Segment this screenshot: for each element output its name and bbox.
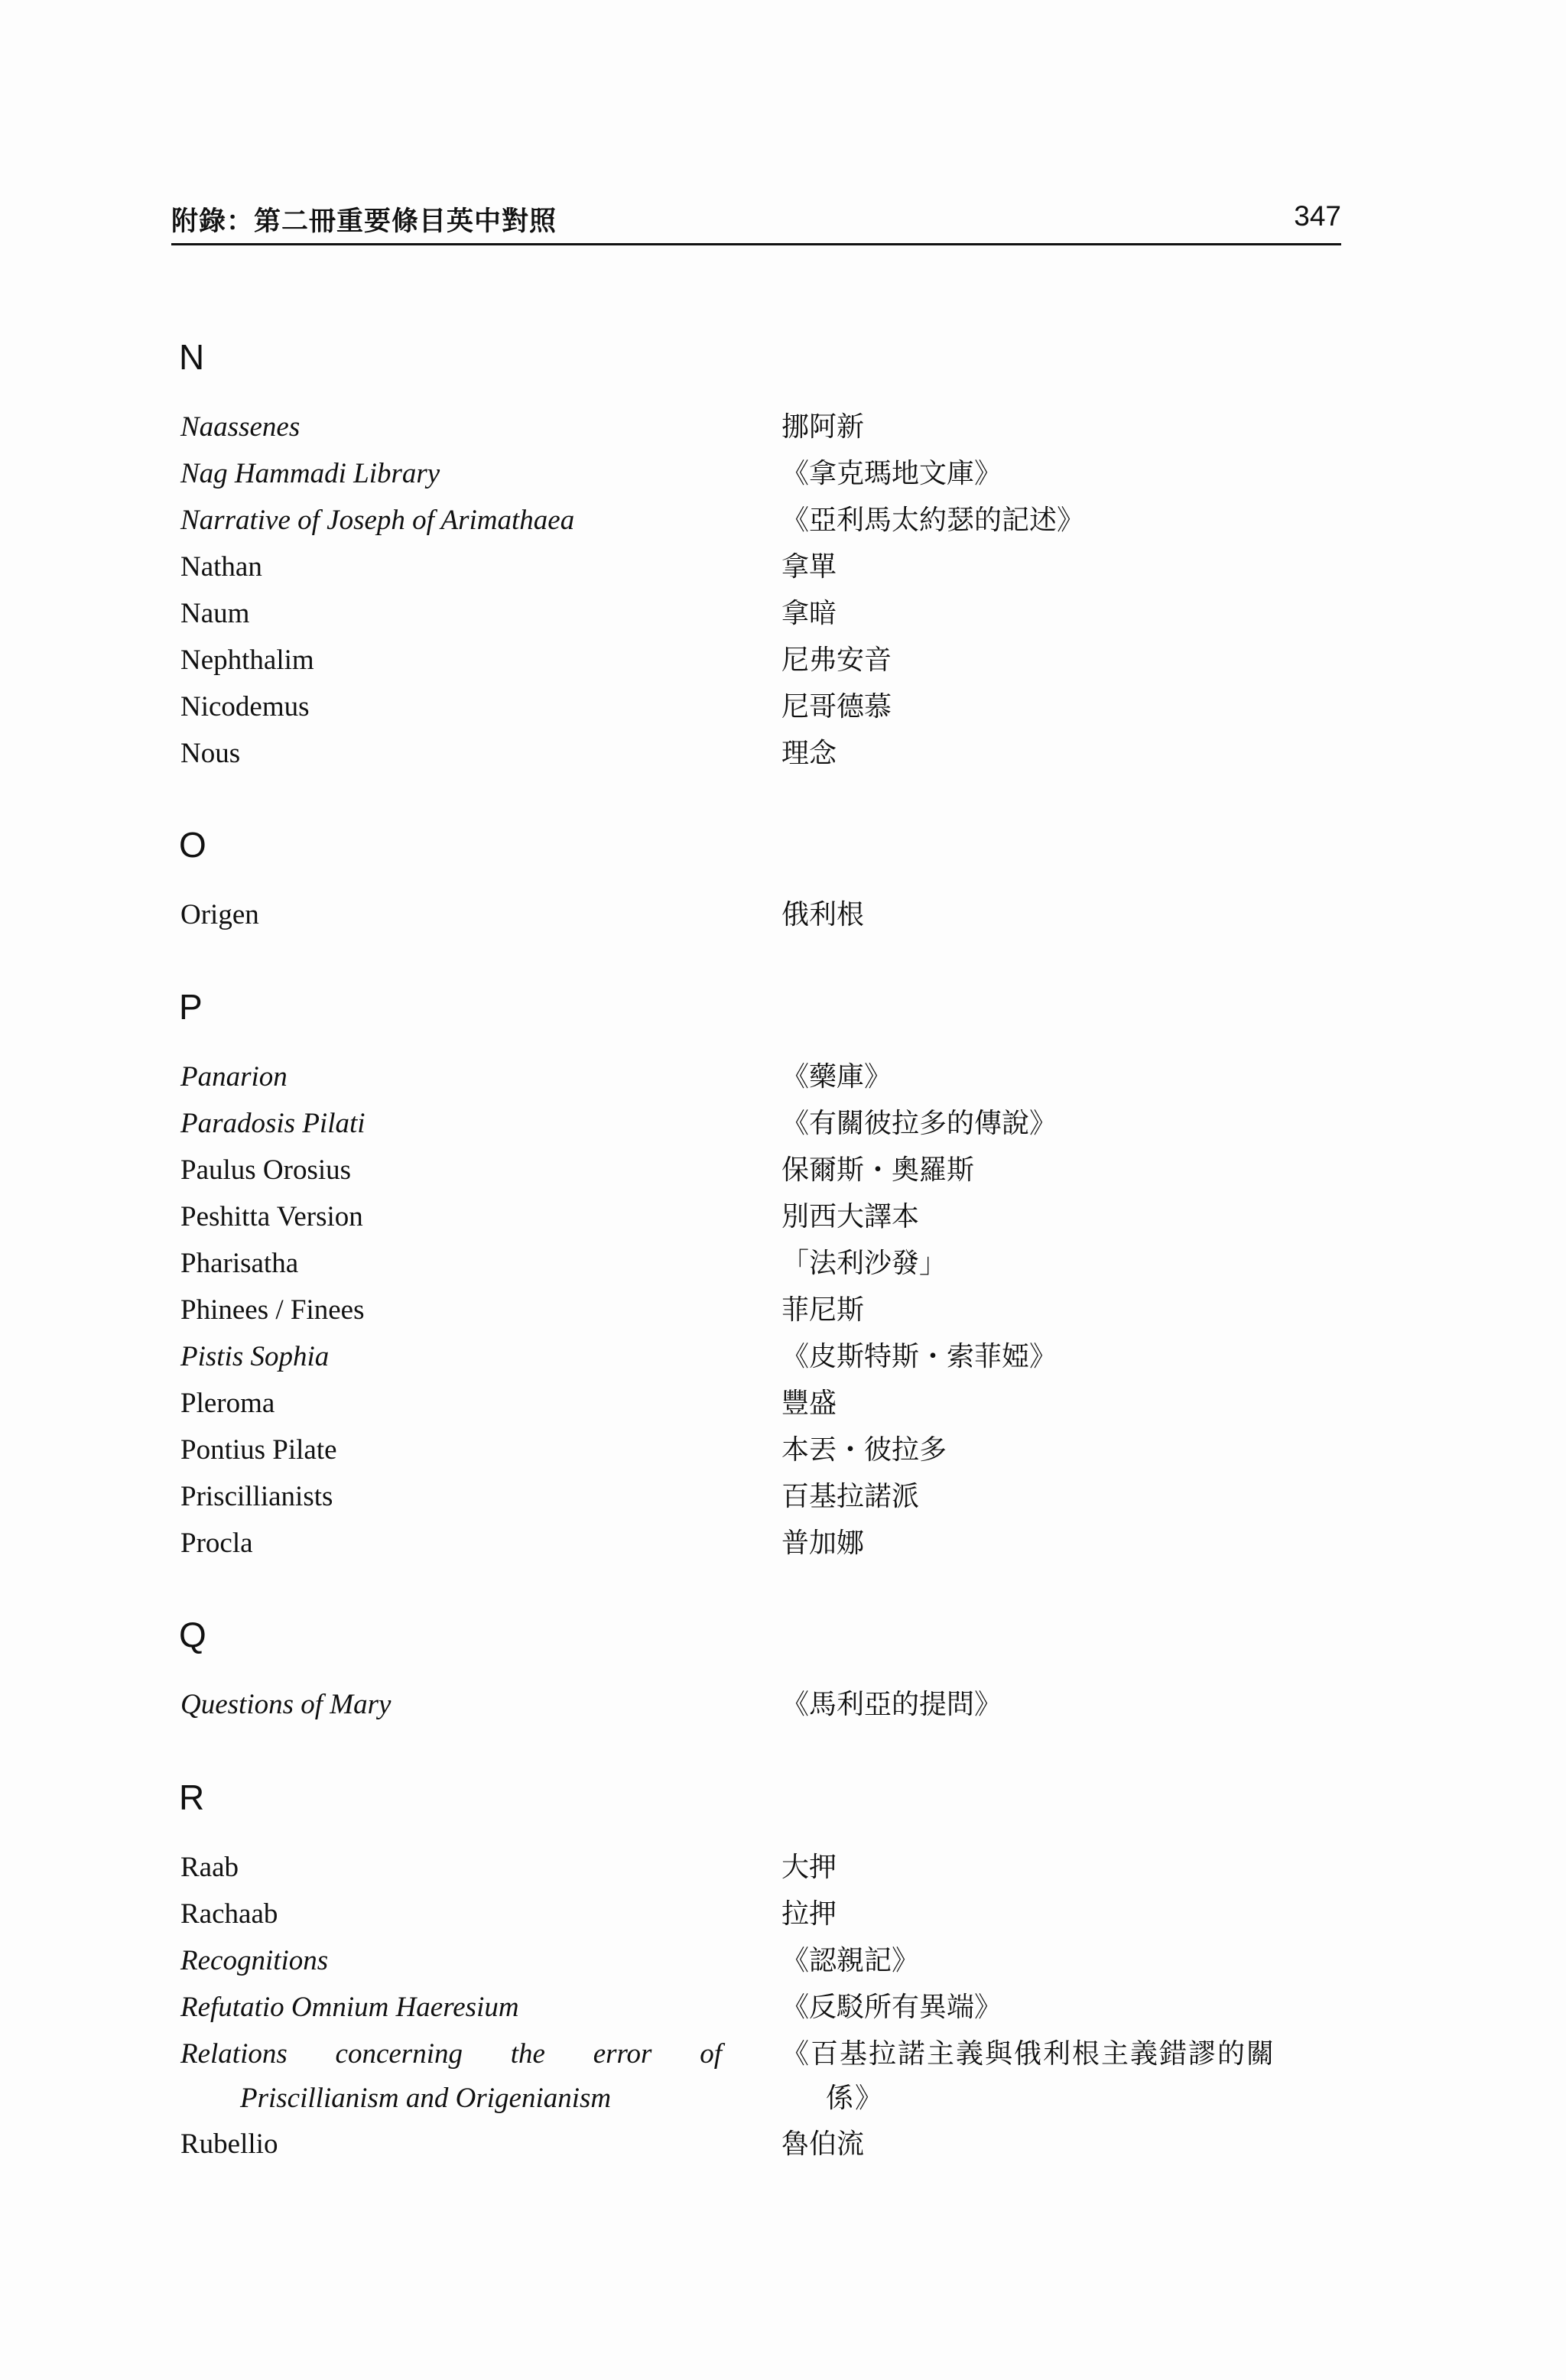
entry-english: Procla xyxy=(180,1528,253,1559)
section-letter: Q xyxy=(179,1615,206,1654)
entry-list xyxy=(0,1846,1566,2169)
entry-row xyxy=(0,685,1566,732)
entry-english: Nag Hammadi Library xyxy=(180,458,440,489)
entry-row xyxy=(0,1683,1566,1729)
entry-english: Nephthalim xyxy=(180,645,314,676)
entry-row xyxy=(0,1892,1566,1939)
entry-row xyxy=(0,1521,1566,1568)
entry-chinese: 「法利沙發」 xyxy=(781,1248,947,1279)
entry-chinese: 菲尼斯 xyxy=(781,1294,865,1326)
entry-row xyxy=(0,1102,1566,1148)
entry-chinese: 俄利根 xyxy=(781,899,865,930)
entry-row xyxy=(0,2122,1566,2169)
entry-english: Paulus Orosius xyxy=(180,1154,352,1186)
entry-chinese: 《認親記》 xyxy=(781,1945,920,1976)
section-letter: N xyxy=(179,337,205,377)
entry-chinese: 理念 xyxy=(781,738,837,769)
entry-list xyxy=(0,405,1566,778)
entry-english: Narrative of Joseph of Arimathaea xyxy=(180,505,575,536)
entry-chinese: 《皮斯特斯・索菲婭》 xyxy=(781,1341,1058,1372)
entry-english-line: Relations concerning the error of xyxy=(180,2038,722,2070)
entry-row xyxy=(0,592,1566,638)
entry-chinese: 《反駁所有異端》 xyxy=(781,1992,1002,2023)
entry-row xyxy=(0,893,1566,940)
entry-chinese-line: 係》 xyxy=(826,2083,885,2114)
entry-chinese: 豐盛 xyxy=(781,1388,837,1419)
entry-row xyxy=(0,2032,1566,2122)
entry-english: Pharisatha xyxy=(180,1248,299,1279)
entry-english: Pistis Sophia xyxy=(180,1341,330,1372)
entry-english: Refutatio Omnium Haeresium xyxy=(180,1992,519,2023)
entry-chinese: 百基拉諾派 xyxy=(781,1481,920,1512)
entry-chinese: 別西大譯本 xyxy=(781,1201,920,1232)
section-letter: P xyxy=(179,987,203,1027)
entry-chinese-line: 《百基拉諾主義與俄利根主義錯謬的關 xyxy=(781,2038,1276,2070)
entry-row xyxy=(0,1335,1566,1382)
entry-list xyxy=(0,1055,1566,1568)
entry-english xyxy=(180,2032,722,2121)
entry-english: Phinees / Finees xyxy=(180,1294,365,1326)
entry-english: Nathan xyxy=(180,551,262,583)
entry-row xyxy=(0,498,1566,545)
entry-row xyxy=(0,1288,1566,1335)
entry-list xyxy=(0,1683,1566,1729)
entry-row xyxy=(0,1242,1566,1288)
entry-english: Questions of Mary xyxy=(180,1689,392,1720)
entry-chinese: 拿暗 xyxy=(781,598,837,629)
entry-english: Recognitions xyxy=(180,1945,329,1976)
entry-english-line: Priscillianism and Origenianism xyxy=(240,2083,612,2114)
entry-chinese xyxy=(781,2032,1332,2121)
entry-english: Naum xyxy=(180,598,250,629)
header-title: 附錄：第二冊重要條目英中對照 xyxy=(171,206,557,237)
entry-chinese: 《拿克瑪地文庫》 xyxy=(781,458,1002,489)
entry-row xyxy=(0,1846,1566,1892)
entry-row xyxy=(0,405,1566,452)
section-letter: R xyxy=(179,1778,205,1817)
entry-row xyxy=(0,1382,1566,1428)
entry-chinese: 挪阿新 xyxy=(781,411,865,443)
entry-row xyxy=(0,452,1566,498)
entry-chinese: 大押 xyxy=(781,1852,837,1883)
entry-row xyxy=(0,1148,1566,1195)
entry-chinese: 魯伯流 xyxy=(781,2128,865,2160)
entry-english: Rachaab xyxy=(180,1898,278,1930)
entry-english: Raab xyxy=(180,1852,239,1883)
entry-english: Priscillianists xyxy=(180,1481,333,1512)
entry-row xyxy=(0,1428,1566,1475)
section-letter: O xyxy=(179,825,206,865)
entry-english: Panarion xyxy=(180,1061,288,1093)
entry-english: Naassenes xyxy=(180,411,301,443)
running-header xyxy=(171,196,1341,245)
entry-english: Nicodemus xyxy=(180,691,310,722)
entry-row xyxy=(0,1055,1566,1102)
entry-english: Paradosis Pilati xyxy=(180,1108,366,1139)
entry-english: Nous xyxy=(180,738,241,769)
entry-english: Pontius Pilate xyxy=(180,1434,337,1466)
entry-row xyxy=(0,1195,1566,1242)
entry-english: Rubellio xyxy=(180,2128,278,2160)
entry-chinese: 尼弗安音 xyxy=(781,645,892,676)
entry-english: Pleroma xyxy=(180,1388,275,1419)
entry-row xyxy=(0,1985,1566,2032)
entry-chinese: 《亞利馬太約瑟的記述》 xyxy=(781,505,1085,536)
entry-row xyxy=(0,732,1566,778)
entry-chinese: 普加娜 xyxy=(781,1528,865,1559)
entry-chinese: 尼哥德慕 xyxy=(781,691,892,722)
entry-chinese: 本丟・彼拉多 xyxy=(781,1434,947,1466)
entry-chinese: 《馬利亞的提問》 xyxy=(781,1689,1002,1720)
page-number: 347 xyxy=(1294,200,1341,232)
entry-chinese: 拉押 xyxy=(781,1898,837,1930)
entry-chinese: 保爾斯・奧羅斯 xyxy=(781,1154,975,1186)
entry-list xyxy=(0,893,1566,940)
entry-chinese: 《藥庫》 xyxy=(781,1061,892,1093)
entry-row xyxy=(0,638,1566,685)
entry-chinese: 《有關彼拉多的傳說》 xyxy=(781,1108,1058,1139)
entry-row xyxy=(0,1475,1566,1521)
entry-chinese: 拿單 xyxy=(781,551,837,583)
entry-english: Peshitta Version xyxy=(180,1201,363,1232)
entry-english: Origen xyxy=(180,899,259,930)
entry-row xyxy=(0,1939,1566,1985)
entry-row xyxy=(0,545,1566,592)
